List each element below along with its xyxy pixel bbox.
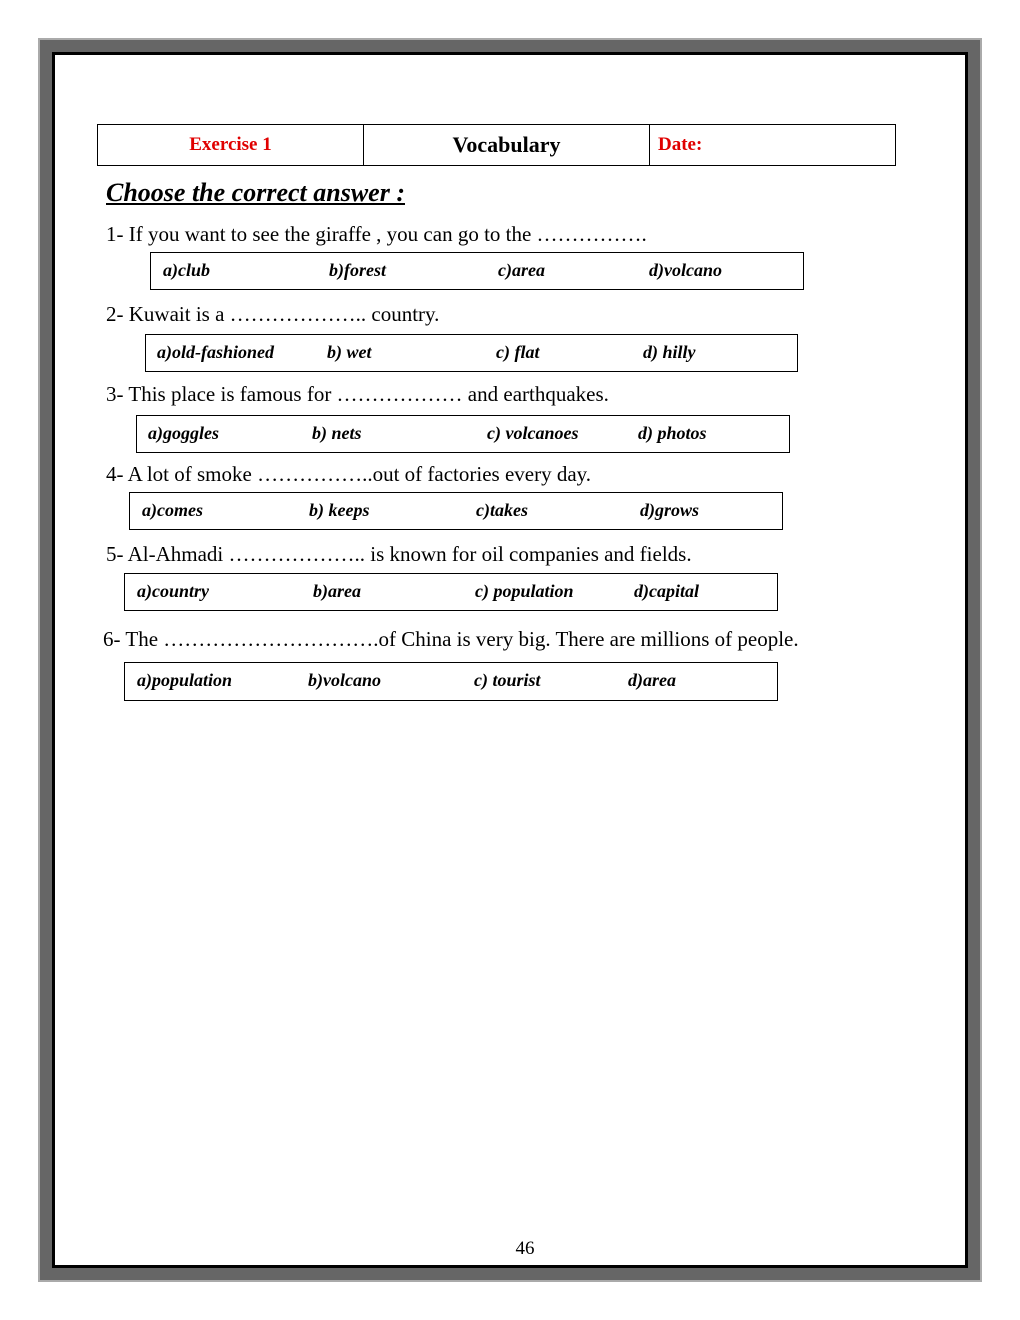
option-a[interactable]: a)old-fashioned [157, 342, 274, 362]
option-b[interactable]: b) wet [327, 342, 372, 362]
option-d[interactable]: d) photos [638, 423, 707, 443]
option-c[interactable]: c) population [475, 581, 574, 601]
option-d[interactable]: d) hilly [643, 342, 696, 362]
option-d[interactable]: d)capital [634, 581, 699, 601]
page-number: 46 [515, 1238, 535, 1259]
options-box-1 [150, 252, 804, 290]
options-box-5 [124, 573, 778, 611]
question-6: 6- The ………………………….of China is very big. There are millions of people. [103, 627, 799, 651]
option-a[interactable]: a)population [137, 670, 233, 690]
options-box-4 [129, 492, 783, 530]
option-a[interactable]: a)goggles [148, 423, 219, 443]
exercise-label: Exercise 1 [98, 125, 364, 165]
question-5: 5- Al-Ahmadi ……………….. is known for oil companies and fields. [106, 542, 692, 566]
header-title: Vocabulary [364, 125, 650, 165]
option-c[interactable]: c) volcanoes [487, 423, 579, 443]
option-a[interactable]: a)country [137, 581, 209, 601]
options-box-3 [136, 415, 790, 453]
option-a[interactable]: a)club [163, 260, 210, 280]
instruction: Choose the correct answer : [106, 178, 405, 207]
question-1: 1- If you want to see the giraffe , you can go to the ……………. [106, 222, 647, 246]
option-d[interactable]: d)grows [640, 500, 700, 520]
question-2: 2- Kuwait is a ……………….. country. [106, 302, 440, 326]
option-b[interactable]: b)area [313, 581, 361, 601]
question-4: 4- A lot of smoke ……………..out of factories every day. [106, 462, 592, 486]
options-box-2 [145, 334, 798, 372]
date-label: Date: [658, 134, 703, 155]
option-d[interactable]: d)area [628, 670, 676, 690]
option-b[interactable]: b)forest [329, 260, 386, 280]
option-b[interactable]: b) keeps [309, 500, 370, 520]
header-table [97, 124, 896, 166]
option-c[interactable]: c)takes [476, 500, 528, 520]
option-d[interactable]: d)volcano [649, 260, 722, 280]
option-c[interactable]: c) flat [496, 342, 540, 362]
options-box-6 [124, 662, 778, 701]
option-b[interactable]: b)volcano [308, 670, 381, 690]
option-c[interactable]: c) tourist [474, 670, 541, 690]
option-b[interactable]: b) nets [312, 423, 362, 443]
option-c[interactable]: c)area [498, 260, 545, 280]
question-3: 3- This place is famous for ……………… and earthquakes. [106, 382, 609, 406]
option-a[interactable]: a)comes [142, 500, 203, 520]
